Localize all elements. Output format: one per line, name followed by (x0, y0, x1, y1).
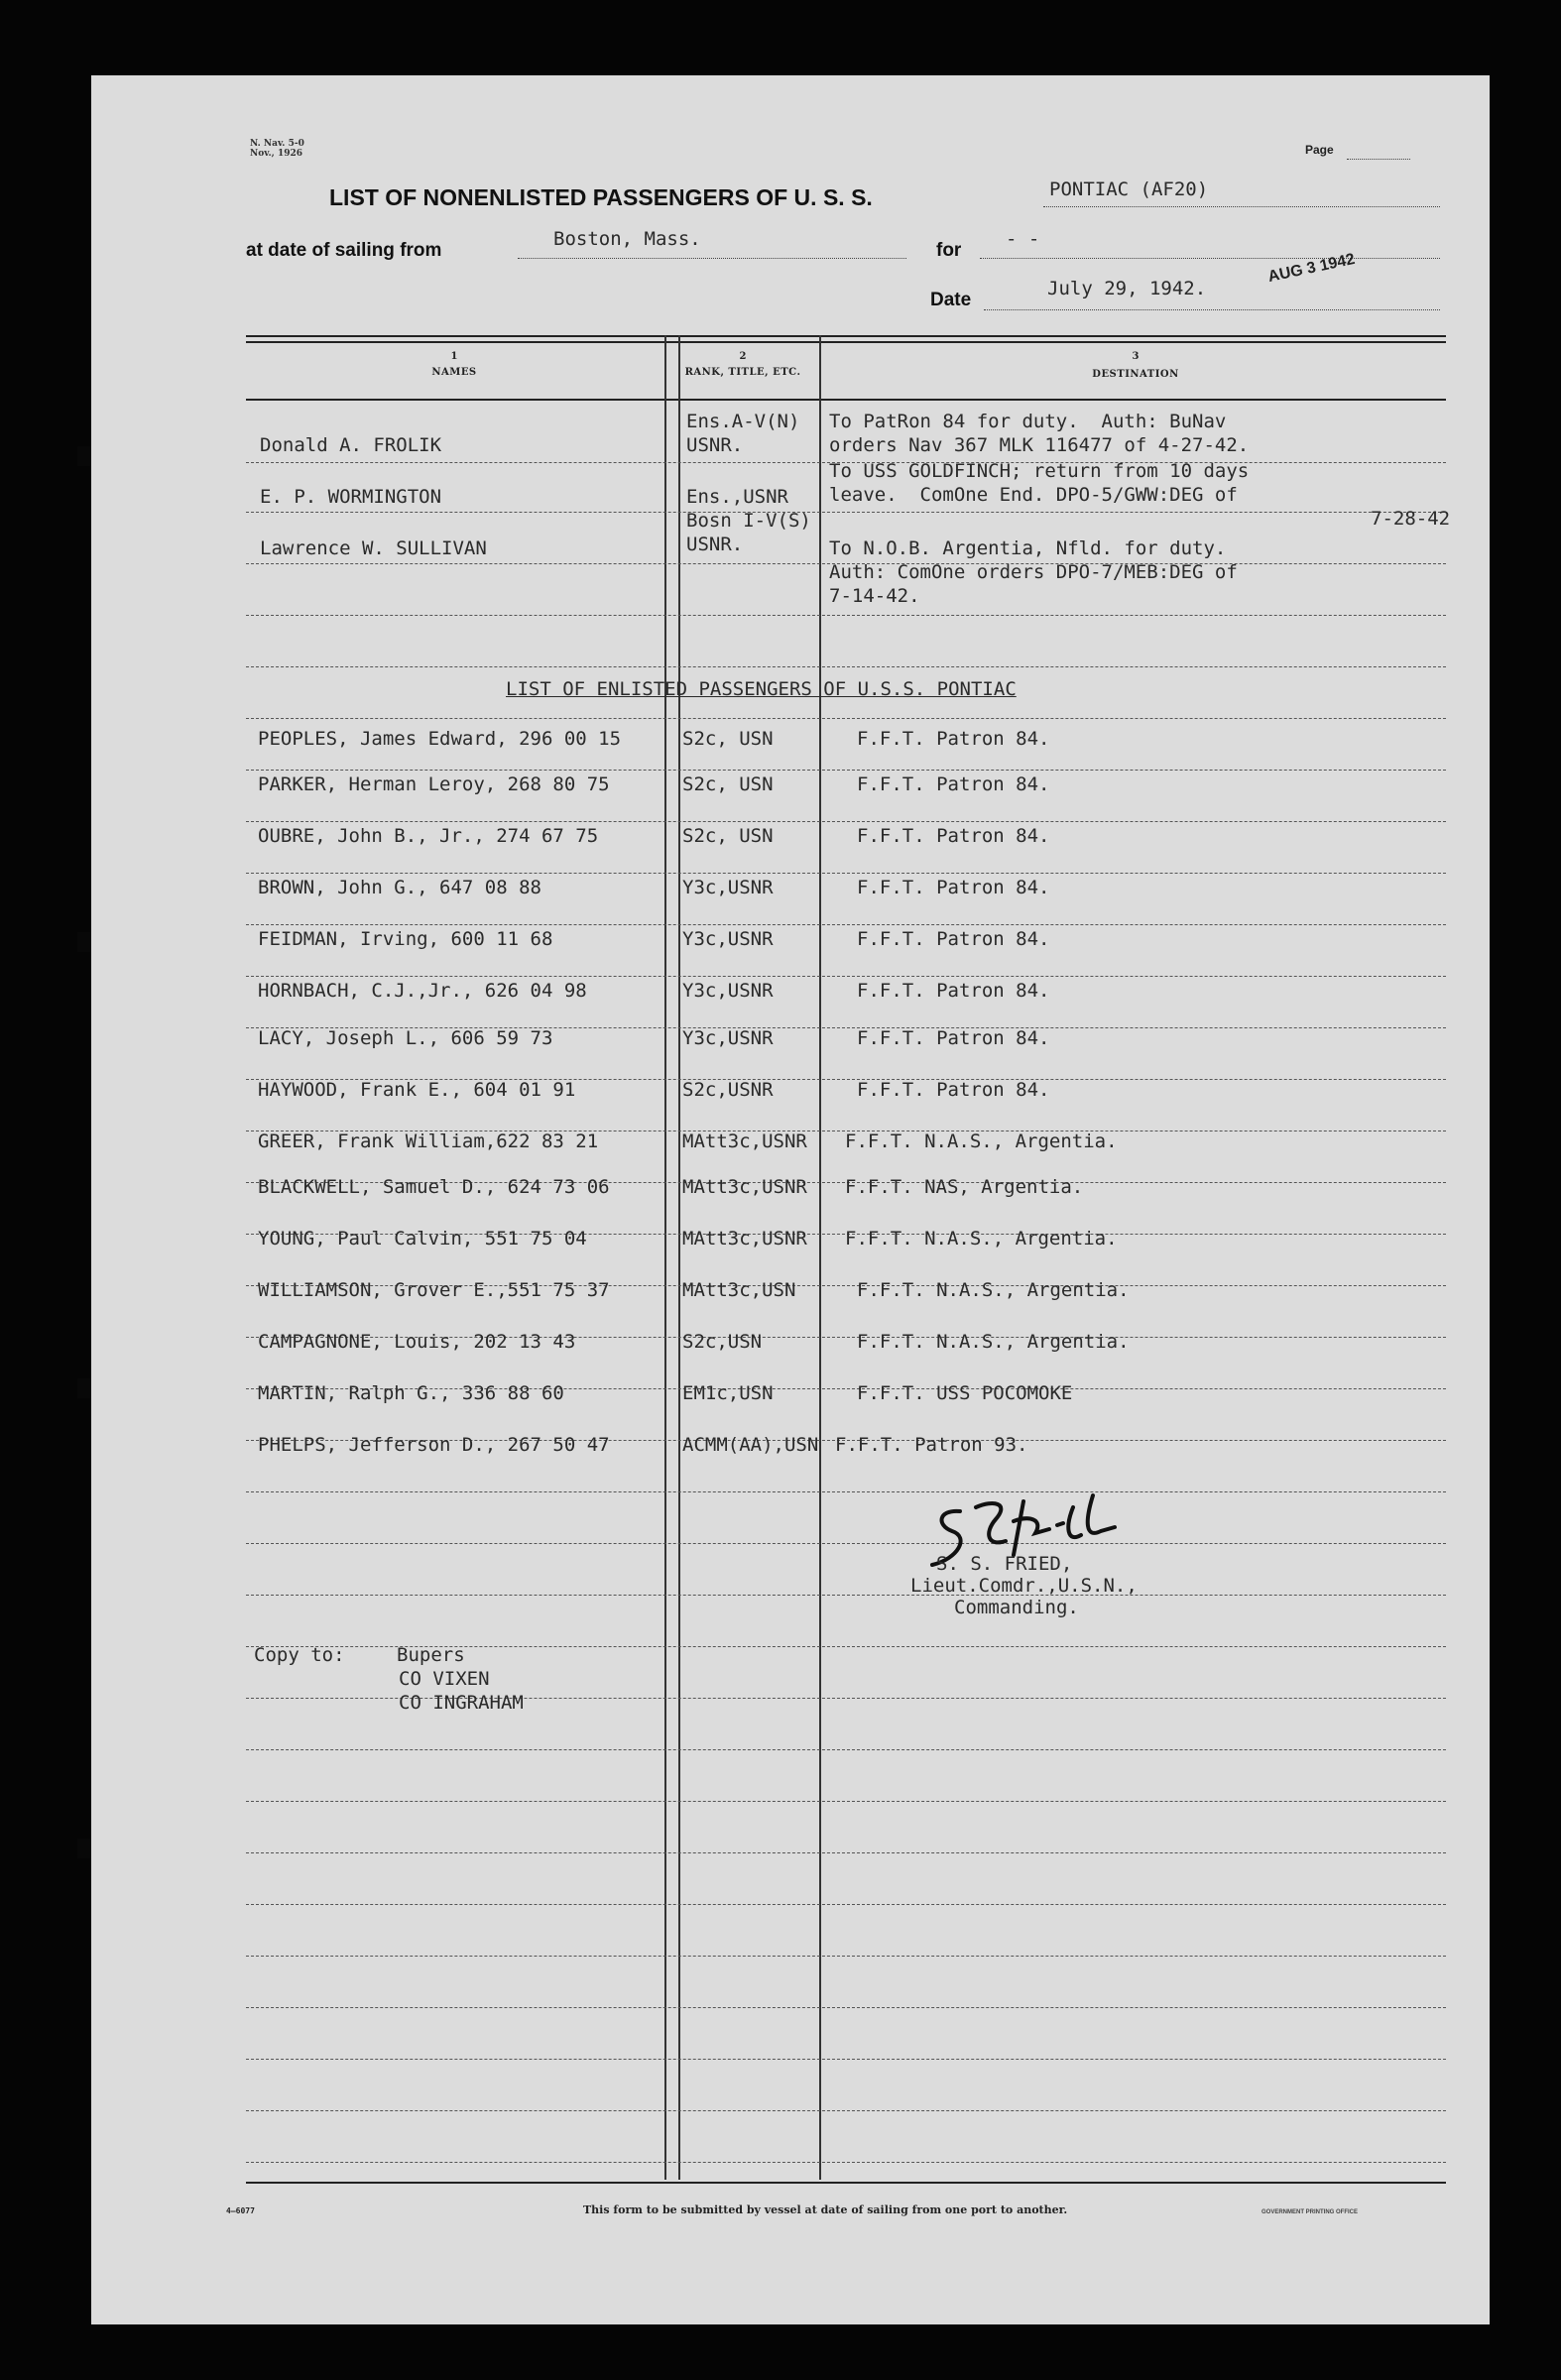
enlisted-destination: F.F.T. N.A.S., Argentia. (845, 1130, 1118, 1152)
column-divider-2 (678, 335, 680, 2180)
column-header-names: NAMES (431, 367, 477, 378)
enlisted-name: LACY, Joseph L., 606 59 73 (258, 1027, 553, 1049)
date-line (984, 309, 1440, 310)
signatory-title: Commanding. (954, 1597, 1079, 1618)
nonenlisted-name: Lawrence W. SULLIVAN (260, 537, 487, 559)
enlisted-name: OUBRE, John B., Jr., 274 67 75 (258, 825, 599, 847)
enlisted-destination: F.F.T. USS POCOMOKE (857, 1382, 1073, 1404)
printer-imprint: GOVERNMENT PRINTING OFFICE (1261, 2209, 1359, 2215)
signatory-name: S. S. FRIED, (936, 1553, 1073, 1575)
column-header-destination: DESTINATION (1092, 369, 1179, 380)
enlisted-rank: EM1c,USN (682, 1382, 774, 1404)
enlisted-destination: F.F.T. N.A.S., Argentia. (857, 1279, 1130, 1301)
enlisted-rank: Y3c,USNR (682, 928, 774, 950)
nonenlisted-name: E. P. WORMINGTON (260, 486, 442, 508)
date-value: July 29, 1942. (1047, 278, 1207, 299)
enlisted-destination: F.F.T. Patron 84. (857, 728, 1050, 750)
document-page (91, 75, 1490, 2324)
table-top-rule-2 (246, 341, 1446, 343)
for-value: - - (1006, 228, 1040, 250)
nonenlisted-destination: 7-14-42. (829, 585, 920, 607)
enlisted-name: BLACKWELL, Samuel D., 624 73 06 (258, 1176, 610, 1198)
copy-to-recipient: Bupers (397, 1644, 465, 1666)
enlisted-name: FEIDMAN, Irving, 600 11 68 (258, 928, 553, 950)
enlisted-destination: F.F.T. Patron 93. (835, 1434, 1028, 1456)
nonenlisted-destination: To PatRon 84 for duty. Auth: BuNav (829, 411, 1227, 432)
enlisted-rank: ACMM(AA),USN (682, 1434, 819, 1456)
enlisted-rank: S2c,USN (682, 1331, 763, 1353)
nonenlisted-rank: USNR. (686, 434, 744, 456)
enlisted-destination: F.F.T. Patron 84. (857, 1079, 1050, 1101)
nonenlisted-rank: USNR. (686, 534, 744, 555)
enlisted-rank: Y3c,USNR (682, 877, 774, 898)
enlisted-destination: F.F.T. N.A.S., Argentia. (845, 1228, 1118, 1250)
enlisted-destination: F.F.T. Patron 84. (857, 1027, 1050, 1049)
page-number-line (1347, 159, 1410, 160)
for-line (980, 258, 1440, 259)
nonenlisted-rank: Ens.,USNR (686, 486, 788, 508)
header-bottom-rule (246, 399, 1446, 401)
column-divider-3 (819, 335, 821, 2180)
column-number-rank: 2 (739, 351, 747, 362)
nonenlisted-destination: To N.O.B. Argentia, Nfld. for duty. (829, 537, 1227, 559)
sailing-from-line (518, 258, 906, 259)
enlisted-destination: F.F.T. Patron 84. (857, 825, 1050, 847)
copy-to-recipient: CO INGRAHAM (399, 1692, 524, 1714)
enlisted-name: HORNBACH, C.J.,Jr., 626 04 98 (258, 980, 587, 1002)
sailing-from-value: Boston, Mass. (553, 228, 701, 250)
enlisted-name: WILLIAMSON, Grover E.,551 75 37 (258, 1279, 610, 1301)
date-label: Date (930, 290, 972, 310)
enlisted-name: PEOPLES, James Edward, 296 00 15 (258, 728, 622, 750)
enlisted-destination: F.F.T. Patron 84. (857, 980, 1050, 1002)
enlisted-destination: F.F.T. Patron 84. (857, 877, 1050, 898)
table-top-rule (246, 335, 1446, 337)
enlisted-destination: F.F.T. Patron 84. (857, 928, 1050, 950)
form-number: N. Nav. 5-0 Nov., 1926 (250, 139, 304, 159)
column-number-names: 1 (450, 351, 458, 362)
enlisted-name: YOUNG, Paul Calvin, 551 75 04 (258, 1228, 587, 1250)
enlisted-name: PARKER, Herman Leroy, 268 80 75 (258, 774, 610, 795)
column-number-destination: 3 (1132, 351, 1140, 362)
enlisted-destination: F.F.T. Patron 84. (857, 774, 1050, 795)
enlisted-rank: S2c, USN (682, 728, 774, 750)
nonenlisted-rank: Bosn I-V(S) (686, 510, 811, 532)
column-header-rank: RANK, TITLE, ETC. (684, 367, 801, 378)
nonenlisted-destination: 7-28-42 (1371, 508, 1451, 530)
enlisted-heading: LIST OF ENLISTED PASSENGERS OF U.S.S. PONTIAC (506, 678, 1017, 700)
sailing-from-label: at date of sailing from (246, 240, 442, 261)
nonenlisted-destination: leave. ComOne End. DPO-5/GWW:DEG of (829, 484, 1238, 506)
form-title: LIST OF NONENLISTED PASSENGERS OF U. S. S. (329, 184, 873, 210)
enlisted-name: BROWN, John G., 647 08 88 (258, 877, 541, 898)
enlisted-name: MARTIN, Ralph G., 336 88 60 (258, 1382, 564, 1404)
enlisted-destination: F.F.T. N.A.S., Argentia. (857, 1331, 1130, 1353)
enlisted-rank: S2c, USN (682, 825, 774, 847)
enlisted-rank: MAtt3c,USNR (682, 1176, 807, 1198)
enlisted-rank: Y3c,USNR (682, 980, 774, 1002)
nonenlisted-name: Donald A. FROLIK (260, 434, 442, 456)
ship-name-line (1043, 206, 1440, 207)
enlisted-name: HAYWOOD, Frank E., 604 01 91 (258, 1079, 576, 1101)
page-label: Page (1305, 143, 1334, 157)
footer-instruction: This form to be submitted by vessel at date of sailing from one port to another. (583, 2203, 1068, 2216)
signatory-rank: Lieut.Comdr.,U.S.N., (910, 1575, 1138, 1597)
enlisted-destination: F.F.T. NAS, Argentia. (845, 1176, 1084, 1198)
nonenlisted-destination: To USS GOLDFINCH; return from 10 days (829, 460, 1250, 482)
enlisted-rank: MAtt3c,USNR (682, 1130, 807, 1152)
enlisted-name: PHELPS, Jefferson D., 267 50 47 (258, 1434, 610, 1456)
nonenlisted-destination: orders Nav 367 MLK 116477 of 4-27-42. (829, 434, 1250, 456)
enlisted-rank: MAtt3c,USNR (682, 1228, 807, 1250)
for-label: for (936, 240, 962, 261)
column-divider-1 (664, 335, 666, 2180)
copy-to-label: Copy to: (254, 1644, 345, 1666)
ship-name: PONTIAC (AF20) (1049, 178, 1209, 200)
enlisted-name: GREER, Frank William,622 83 21 (258, 1130, 599, 1152)
nonenlisted-destination: Auth: ComOne orders DPO-7/MEB:DEG of (829, 561, 1238, 583)
form-code: 4—6077 (226, 2206, 255, 2215)
enlisted-rank: S2c,USNR (682, 1079, 774, 1101)
received-stamp: AUG 3 1942 (1266, 250, 1357, 287)
nonenlisted-rank: Ens.A-V(N) (686, 411, 800, 432)
enlisted-rank: Y3c,USNR (682, 1027, 774, 1049)
copy-to-recipient: CO VIXEN (399, 1668, 490, 1690)
enlisted-name: CAMPAGNONE, Louis, 202 13 43 (258, 1331, 576, 1353)
footer-rule (246, 2182, 1446, 2184)
enlisted-rank: S2c, USN (682, 774, 774, 795)
enlisted-rank: MAtt3c,USN (682, 1279, 796, 1301)
